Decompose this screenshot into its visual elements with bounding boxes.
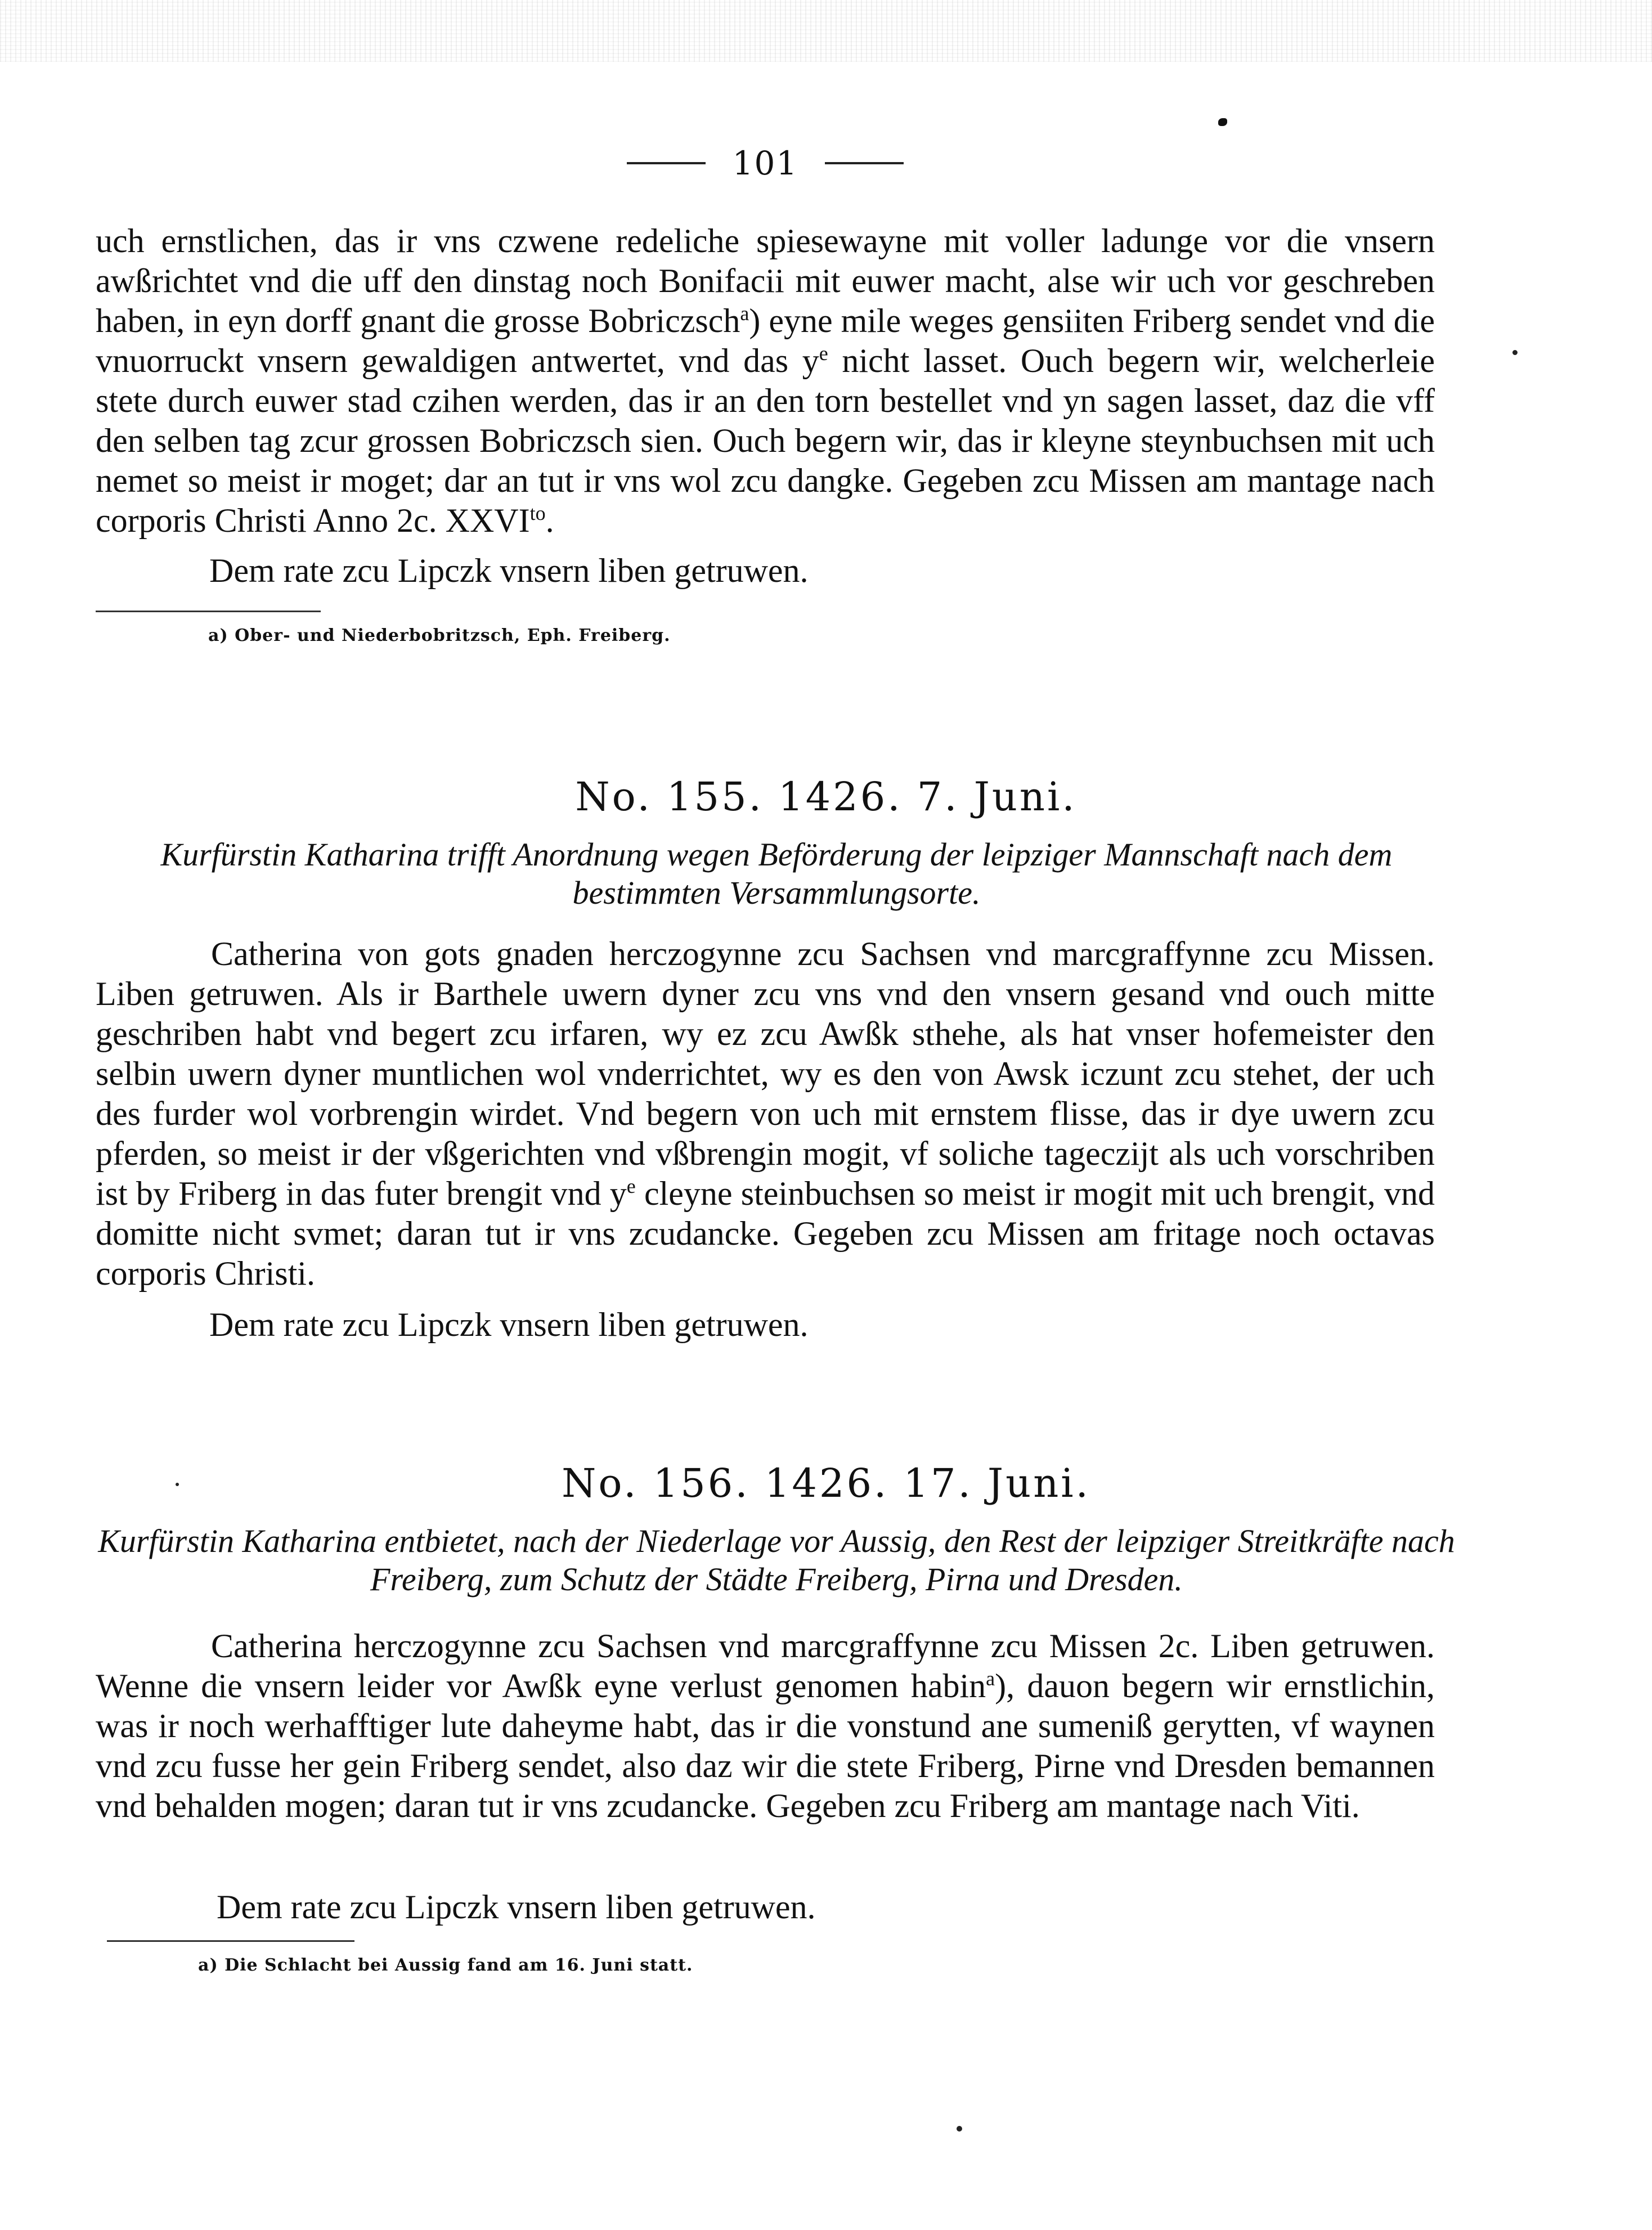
doc156-text-a: Catherina herczogynne zcu Sachsen vnd marcgraffynne zcu Missen 2c. Liben getruwen. Wenne die vnsern leider vor Awßk eyne verlust genomen habin [96,1627,1435,1704]
doc156-footnote: a) Die Schlacht bei Aussig fand am 16. Juni statt. [198,1955,693,1975]
continuation-text-b: ) eyne mile weges gensiiten Friberg sendet vnd die vnuorruckt vnsern gewaldigen antwertet, vnd das y [96,302,1435,379]
page-header [625,143,906,183]
doc155-text-b: cleyne steinbuchsen so meist ir mogit mit uch brengit, vnd domitte nicht svmet; daran tut ir vns zcudancke. Gegeben zcu Missen am fritage noch octavas corporis Christi. [96,1175,1435,1292]
footnote-marker: a [986,1667,995,1690]
doc155-text-a: Catherina von gots gnaden herczogynne zcu Sachsen vnd marcgraffynne zcu Missen. Liben getruwen. Als ir Barthele uwern dyner zcu vns vnd den vnsern gesand vnd ouch mitte geschriben habt vnd begert zcu irfaren, wy ez zcu Awßk sthehe, als hat vnser hofemeister den selbin uwern dyner muntlichen wol vnderrichtet, wy es den von Awsk iczunt zcu stehet, der uch des furder wol vorbrengin wirdet. Vnd begern von uch mit ernstem flisse, das ir dye uwern zcu pferden, so meist ir der vßgerichten vnd vßbrengin mogit, vf soliche tageczijt als uch vorschriben ist by Friberg in das futer brengit vnd y [96,935,1435,1212]
superscript-to: to [529,502,546,524]
doc156-addressee: Dem rate zcu Lipczk vnsern liben getruwen. [217,1888,816,1926]
continuation-text: uch ernstlichen, das ir vns czwene redeliche spiesewayne mit voller ladunge vor die vnsern awßrichtet vnd die uff den dinstag noch Bonifacii mit euwer macht, alse wir uch vor geschreben haben, in eyn dorff gnant die grosse Bobriczsch [96,222,1435,339]
superscript-e: e [819,342,828,365]
header-rule-left [627,162,706,164]
scan-noise-top [0,0,1652,62]
superscript-e: e [626,1175,636,1197]
page-number: 101 [732,144,798,182]
ink-speck [957,2126,962,2132]
addressee-continuation: Dem rate zcu Lipczk vnsern liben getruwen. [209,552,809,589]
doc155-text [96,934,1435,1294]
footnote-rule [107,1940,354,1942]
ink-mark [1218,118,1227,126]
footnote-rule [96,611,321,612]
doc155-summary: Kurfürstin Katharina trifft Anordnung wegen Beförderung der leipziger Mannschaft nach dem bestimmten Versammlungsorte. [160,836,1393,911]
footnote-continuation: a) Ober- und Niederbobritzsch, Eph. Freiberg. [208,626,671,645]
continuation-paragraph [96,221,1435,542]
doc156-text [96,1626,1435,1826]
continuation-text-c: nicht lasset. Ouch begern wir, welcherleie stete durch euwer stad czihen werden, das ir an den torn bestellet vnd yn sagen lasset, daz die vff den selben tag zcur grossen Bobriczsch sien. Ouch begern wir, das ir kleyne steynbuchsen mit uch nemet so meist ir moget; dar an tut ir vns wol zcu dangke. Gegeben zcu Missen am mantage nach corporis Christi Anno 2c. XXVI [96,342,1435,539]
ink-speck [1512,350,1518,355]
doc156-title: No. 156. 1426. 17. Juni. [562,1460,1090,1506]
continuation-text-end: . [545,502,554,539]
footnote-marker: a [740,302,749,325]
doc155-title: No. 155. 1426. 7. Juni. [575,774,1077,820]
doc156-summary: Kurfürstin Katharina entbietet, nach der Niederlage vor Aussig, den Rest der leipziger Streitkräfte nach Freiberg, zum Schutz der Städte Freiberg, Pirna und Dresden. [98,1523,1455,1598]
header-rule-right [825,162,904,164]
doc155-addressee: Dem rate zcu Lipczk vnsern liben getruwen. [209,1306,809,1343]
doc156-text-b: ), dauon begern wir ernstlichin, was ir noch werhafftiger lute daheyme habt, das ir die vonstund ane sumeniß gerytten, vf waynen vnd zcu fusse her gein Friberg sendet, also daz wir die stete Friberg, Pirne vnd Dresden bemannen vnd behalden mogen; daran tut ir vns zcudancke. Gegeben zcu Friberg am mantage nach Viti. [96,1667,1435,1824]
